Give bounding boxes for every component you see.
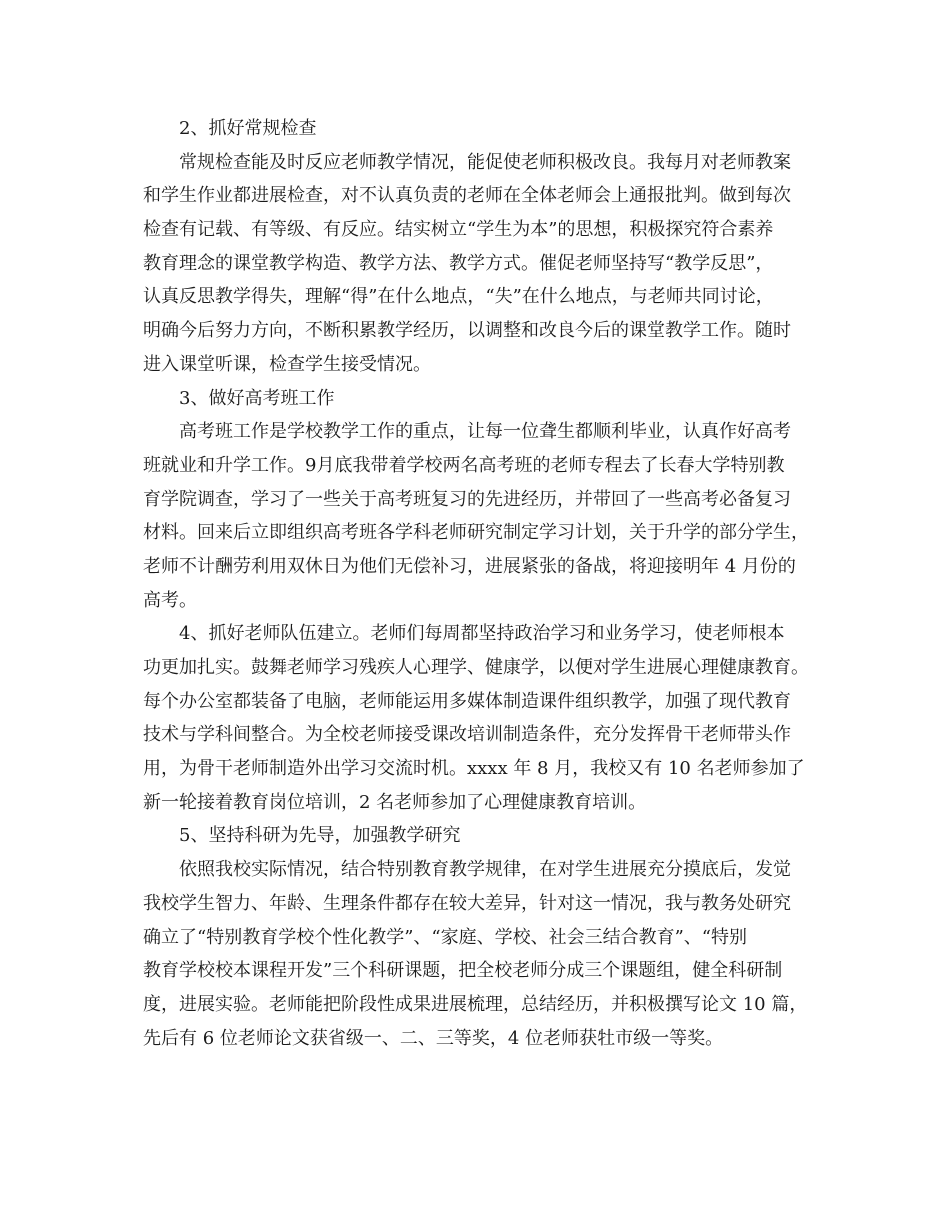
section-heading-5: 5、坚持科研为先导，加强教学研究 xyxy=(179,825,461,847)
paragraph-line: 新一轮接着教育岗位培训，2 名老师参加了心理健康教育培训。 xyxy=(143,791,647,813)
paragraph-line: 高考。 xyxy=(143,589,197,611)
paragraph-line: 育学院调查，学习了一些关于高考班复习的先进经历，并带回了一些高考必备复习 xyxy=(143,488,791,510)
paragraph-line: 依照我校实际情况，结合特别教育教学规律，在对学生进展充分摸底后，发觉 xyxy=(179,859,791,881)
document-body xyxy=(143,112,823,1055)
paragraph-line: 检查有记载、有等级、有反应。结实树立“学生为本”的思想，积极探究符合素养 xyxy=(143,219,774,241)
paragraph-line: 教育理念的课堂教学构造、教学方法、教学方式。催促老师坚持写“教学反思”， xyxy=(143,252,774,274)
paragraph-line: 用，为骨干老师制造外出学习交流时机。xxxx 年 8 月，我校又有 10 名老师参加了 xyxy=(143,758,805,780)
paragraph-line: 常规检查能及时反应老师教学情况，能促使老师积极改良。我每月对老师教案 xyxy=(179,151,791,173)
paragraph-line: 和学生作业都进展检查，对不认真负责的老师在全体老师会上通报批判。做到每次 xyxy=(143,185,791,207)
section-heading-4: 4、抓好老师队伍建立。老师们每周都坚持政治学习和业务学习，使老师根本 xyxy=(179,623,785,645)
paragraph-line: 班就业和升学工作。9月底我带着学校两名高考班的老师专程去了长春大学特别教 xyxy=(143,454,785,476)
section-heading-2: 2、抓好常规检查 xyxy=(179,118,317,139)
paragraph-line: 技术与学科间整合。为全校老师接受课改培训制造条件，充分发挥骨干老师带头作 xyxy=(143,724,791,746)
section-heading-3: 3、做好高考班工作 xyxy=(179,387,335,409)
paragraph-line: 先后有 6 位老师论文获省级一、二、三等奖，4 位老师获牡市级一等奖。 xyxy=(143,1027,724,1049)
paragraph-line: 每个办公室都装备了电脑，老师能运用多媒体制造课件组织教学，加强了现代教育 xyxy=(143,690,791,712)
paragraph-line: 功更加扎实。鼓舞老师学习残疾人心理学、健康学，以便对学生进展心理健康教育。 xyxy=(143,657,809,678)
paragraph-line: 度，进展实验。老师能把阶段性成果进展梳理，总结经历，并积极撰写论文 10 篇， xyxy=(143,993,808,1015)
paragraph-line: 确立了“特别教育学校个性化教学”、“家庭、学校、社会三结合教育”、“特别 xyxy=(143,926,748,948)
paragraph-line: 材料。回来后立即组织高考班各学科老师研究制定学习计划，关于升学的部分学生， xyxy=(143,522,809,544)
paragraph-line: 老师不计酬劳利用双休日为他们无偿补习，进展紧张的备战，将迎接明年 4 月份的 xyxy=(143,555,796,577)
paragraph-line: 我校学生智力、年龄、生理条件都存在较大差异，针对这一情况，我与教务处研究 xyxy=(143,892,791,914)
paragraph-line: 教育学校校本课程开发”三个科研课题，把全校老师分成三个课题组，健全科研制 xyxy=(143,960,783,982)
paragraph-line: 明确今后努力方向，不断积累教学经历，以调整和改良今后的课堂教学工作。随时 xyxy=(143,320,791,342)
paragraph-line: 进入课堂听课，检查学生接受情况。 xyxy=(143,353,431,375)
paragraph-line: 认真反思教学得失，理解“得”在什么地点，“失”在什么地点，与老师共同讨论， xyxy=(143,286,774,308)
paragraph-line: 高考班工作是学校教学工作的重点，让每一位聋生都顺利毕业，认真作好高考 xyxy=(179,421,791,443)
